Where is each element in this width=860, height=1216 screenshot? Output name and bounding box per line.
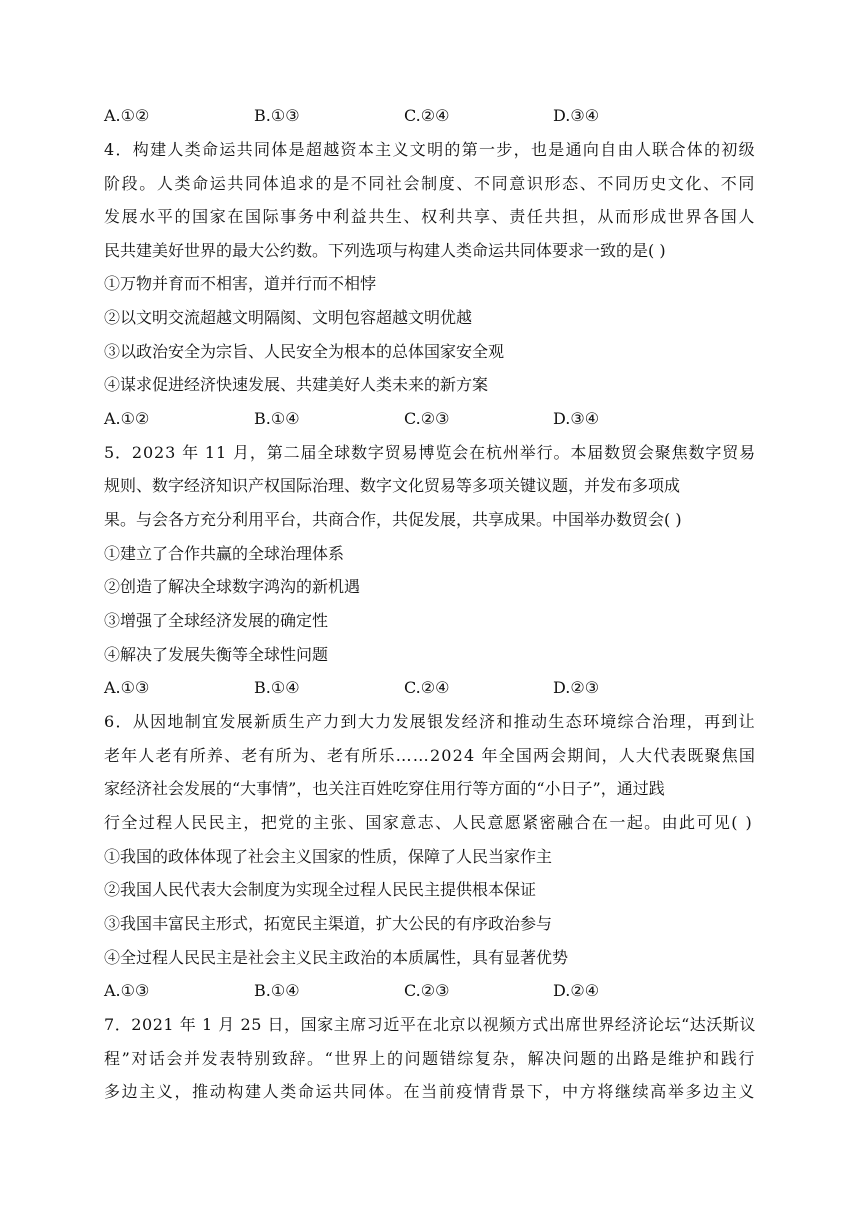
q5-text-line: 果。与会各方充分利用平台，共商合作，共促发展，共享成果。中国举办数贸会( ) [104,510,682,529]
q4-statement: ③以政治安全为宗旨、人民安全为根本的总体国家安全观 [104,342,505,361]
option-c[interactable]: C.②④ [404,678,450,697]
q6-statement: ①我国的政体体现了社会主义国家的性质，保障了人民当家作主 [104,847,553,866]
q6-statement: ③我国丰富民主形式，拓宽民主渠道，扩大公民的有序政治参与 [104,914,553,933]
q6-text-line: 行全过程人民民主，把党的主张、国家意志、人民意愿紧密融合在一起。由此可见( ) [104,813,754,832]
q5-text-line: 规则、数字经济知识产权国际治理、数字文化贸易等多项关键议题，并发布多项成 [104,476,681,495]
q4-text-line: 阶段。人类命运共同体追求的是不同社会制度、不同意识形态、不同历史文化、不同 [104,174,756,193]
q5-statement: ④解决了发展失衡等全球性问题 [104,645,329,664]
option-a[interactable]: A.①② [104,106,150,125]
q7-text-line: 7．2021 年 1 月 25 日，国家主席习近平在北京以视频方式出席世界经济论坛“达沃斯议 [104,1015,756,1034]
option-d[interactable]: D.③④ [553,409,600,428]
q4-text-line: 民共建美好世界的最大公约数。下列选项与构建人类命运共同体要求一致的是( ) [104,241,666,260]
q6-options [104,979,764,1003]
q4-statement: ④谋求促进经济快速发展、共建美好人类未来的新方案 [104,375,489,394]
q4-text-line: 4．构建人类命运共同体是超越资本主义文明的第一步，也是通向自由人联合体的初级 [104,140,756,159]
option-d[interactable]: D.③④ [553,106,600,125]
q4-options [104,407,764,431]
q5-statement: ②创造了解决全球数字鸿沟的新机遇 [104,577,361,596]
option-a[interactable]: A.①② [104,409,150,428]
q4-statement: ②以文明交流超越文明隔阂、文明包容超越文明优越 [104,308,473,327]
option-d[interactable]: D.②④ [553,981,600,1000]
q6-statement: ④全过程人民民主是社会主义民主政治的本质属性，具有显著优势 [104,948,569,967]
option-c[interactable]: C.②④ [404,106,450,125]
option-c[interactable]: C.②③ [404,409,450,428]
q4-statement: ①万物并育而不相害，道并行而不相悖 [104,274,377,293]
q6-text-line: 老年人老有所养、老有所为、老有所乐……2024 年全国两会期间，人大代表既聚焦国 [104,746,757,765]
option-b[interactable]: B.①③ [254,106,300,125]
q4-text-line: 发展水平的国家在国际事务中利益共生、权利共享、责任共担，从而形成世界各国人 [104,207,756,226]
q5-statement: ①建立了合作共赢的全球治理体系 [104,544,345,563]
option-d[interactable]: D.②③ [553,678,600,697]
q7-text-line: 多边主义，推动构建人类命运共同体。在当前疫情背景下，中方将继续高举多边主义 [104,1082,756,1101]
option-b[interactable]: B.①④ [254,409,300,428]
q5-text-line: 5．2023 年 11 月，第二届全球数字贸易博览会在杭州举行。本届数贸会聚焦数字贸易 [104,443,756,462]
option-a[interactable]: A.①③ [104,678,150,697]
q6-statement: ②我国人民代表大会制度为实现全过程人民民主提供根本保证 [104,880,537,899]
q5-statement: ③增强了全球经济发展的确定性 [104,611,329,630]
q5-options [104,676,764,700]
q6-text-line: 家经济社会发展的“大事情”，也关注百姓吃穿住用行等方面的“小日子”，通过践 [104,779,665,798]
option-b[interactable]: B.①④ [254,678,300,697]
option-b[interactable]: B.①④ [254,981,300,1000]
option-c[interactable]: C.②③ [404,981,450,1000]
q7-text-line: 程”对话会并发表特别致辞。“世界上的问题错综复杂，解决问题的出路是维护和践行 [104,1049,756,1068]
q3-options [104,104,764,128]
q6-text-line: 6．从因地制宜发展新质生产力到大力发展银发经济和推动生态环境综合治理，再到让 [104,712,756,731]
option-a[interactable]: A.①③ [104,981,150,1000]
